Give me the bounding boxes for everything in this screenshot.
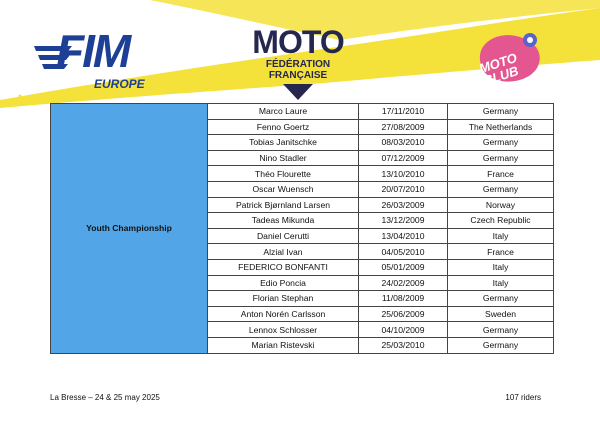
- rider-nation: Italy: [448, 275, 554, 291]
- riders-table: [50, 103, 554, 354]
- rider-count: 107 riders: [505, 393, 541, 402]
- rider-name: Daniel Cerutti: [208, 228, 359, 244]
- rider-name: Edio Poncia: [208, 275, 359, 291]
- club-wordmark: MOTO CLUB: [477, 49, 521, 89]
- rider-nation: Italy: [448, 259, 554, 275]
- rider-name: Théo Flourette: [208, 166, 359, 182]
- rider-dob: 20/07/2010: [359, 181, 448, 197]
- rider-dob: 04/10/2009: [359, 322, 448, 338]
- rider-nation: Germany: [448, 135, 554, 151]
- moto-club-logo: [474, 30, 546, 89]
- rider-dob: 27/08/2009: [359, 119, 448, 135]
- rider-name: Alzial Ivan: [208, 244, 359, 260]
- ffm-line-2: FRANÇAISE: [268, 70, 328, 81]
- table-row: [51, 104, 554, 120]
- rider-dob: 07/12/2009: [359, 150, 448, 166]
- rider-name: Marian Ristevski: [208, 337, 359, 353]
- rider-dob: 13/10/2010: [359, 166, 448, 182]
- rider-dob: 13/04/2010: [359, 228, 448, 244]
- rider-name: Oscar Wuensch: [208, 181, 359, 197]
- rider-nation: The Netherlands: [448, 119, 554, 135]
- rider-dob: 11/08/2009: [359, 291, 448, 307]
- rider-name: Anton Norén Carlsson: [208, 306, 359, 322]
- rider-dob: 17/11/2010: [359, 104, 448, 120]
- fim-wordmark: FIM: [56, 25, 130, 77]
- rider-nation: Czech Republic: [448, 213, 554, 229]
- rider-nation: Sweden: [448, 306, 554, 322]
- category-cell: Youth Championship: [51, 104, 208, 354]
- ffm-wordmark: MOTO: [252, 24, 344, 60]
- rider-nation: Germany: [448, 181, 554, 197]
- rider-dob: 26/03/2009: [359, 197, 448, 213]
- rider-nation: Norway: [448, 197, 554, 213]
- rider-name: Marco Laure: [208, 104, 359, 120]
- rider-dob: 25/03/2010: [359, 337, 448, 353]
- rider-dob: 05/01/2009: [359, 259, 448, 275]
- rider-nation: Germany: [448, 150, 554, 166]
- rider-name: Lennox Schlosser: [208, 322, 359, 338]
- rider-dob: 08/03/2010: [359, 135, 448, 151]
- rider-name: Nino Stadler: [208, 150, 359, 166]
- rider-dob: 24/02/2009: [359, 275, 448, 291]
- rider-dob: 04/05/2010: [359, 244, 448, 260]
- rider-dob: 13/12/2009: [359, 213, 448, 229]
- rider-nation: Germany: [448, 104, 554, 120]
- fim-europe-logo: [34, 25, 164, 94]
- ffm-logo: [250, 26, 346, 100]
- rider-name: Patrick Bjørnland Larsen: [208, 197, 359, 213]
- rider-nation: Germany: [448, 291, 554, 307]
- rider-name: Fenno Goertz: [208, 119, 359, 135]
- rider-nation: Italy: [448, 228, 554, 244]
- rider-nation: Germany: [448, 337, 554, 353]
- rider-nation: Germany: [448, 322, 554, 338]
- rider-dob: 25/06/2009: [359, 306, 448, 322]
- rider-nation: France: [448, 244, 554, 260]
- ffm-line-1: FÉDÉRATION: [265, 59, 331, 70]
- rider-name: FEDERICO BONFANTI: [208, 259, 359, 275]
- rider-nation: France: [448, 166, 554, 182]
- rider-name: Florian Stephan: [208, 291, 359, 307]
- event-footer: La Bresse – 24 & 25 may 2025: [50, 393, 160, 402]
- fim-subtitle: EUROPE: [94, 77, 145, 91]
- rider-name: Tadeas Mikunda: [208, 213, 359, 229]
- rider-name: Tobias Janitschke: [208, 135, 359, 151]
- shield-icon: [283, 84, 313, 100]
